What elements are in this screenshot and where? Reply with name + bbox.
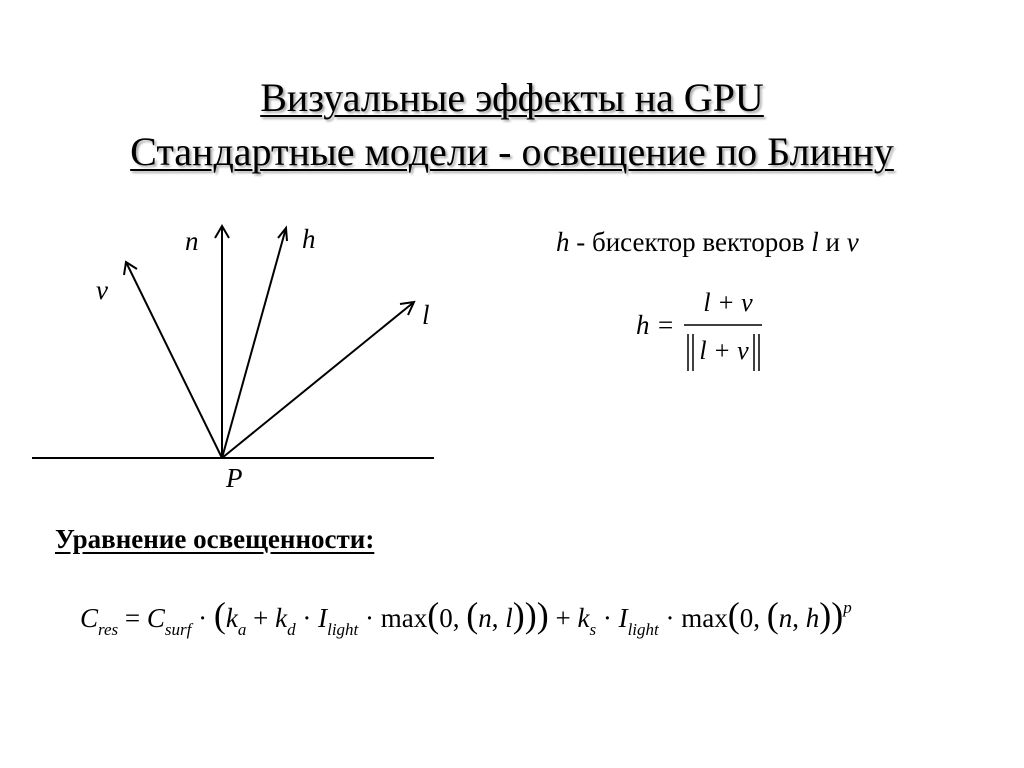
label-l: l <box>422 300 430 330</box>
lighting-equation: $C_{res} = C_{surf} \cdot (k_a + k_d \cdot I_{light} \cdot \max(0$, (n, $l))) + k_s \cdot I_{light} \cdot \max(0$, (n, h))$^p$ <box>80 595 852 639</box>
bisector-h: h <box>556 227 570 257</box>
label-p: P <box>226 463 243 493</box>
bisector-text2: и <box>818 227 847 257</box>
h-formula-lhs: h = <box>636 310 675 340</box>
label-h: h <box>302 224 316 254</box>
bisector-text1: - бисектор векторов <box>569 227 812 257</box>
lighting-equation-heading: Уравнение освещенности: <box>55 524 375 554</box>
label-v: v <box>96 275 108 305</box>
slide-title-line2: Стандартные модели - освещение по Блинну <box>130 129 894 174</box>
slide-title-line1: Визуальные эффекты на GPU <box>260 75 764 120</box>
bisector-v: v <box>846 227 859 257</box>
bisector-l: l <box>811 227 819 257</box>
h-formula-numerator: l + v <box>703 288 753 317</box>
h-formula-denominator: l + v <box>699 336 749 365</box>
label-n: n <box>185 226 199 256</box>
